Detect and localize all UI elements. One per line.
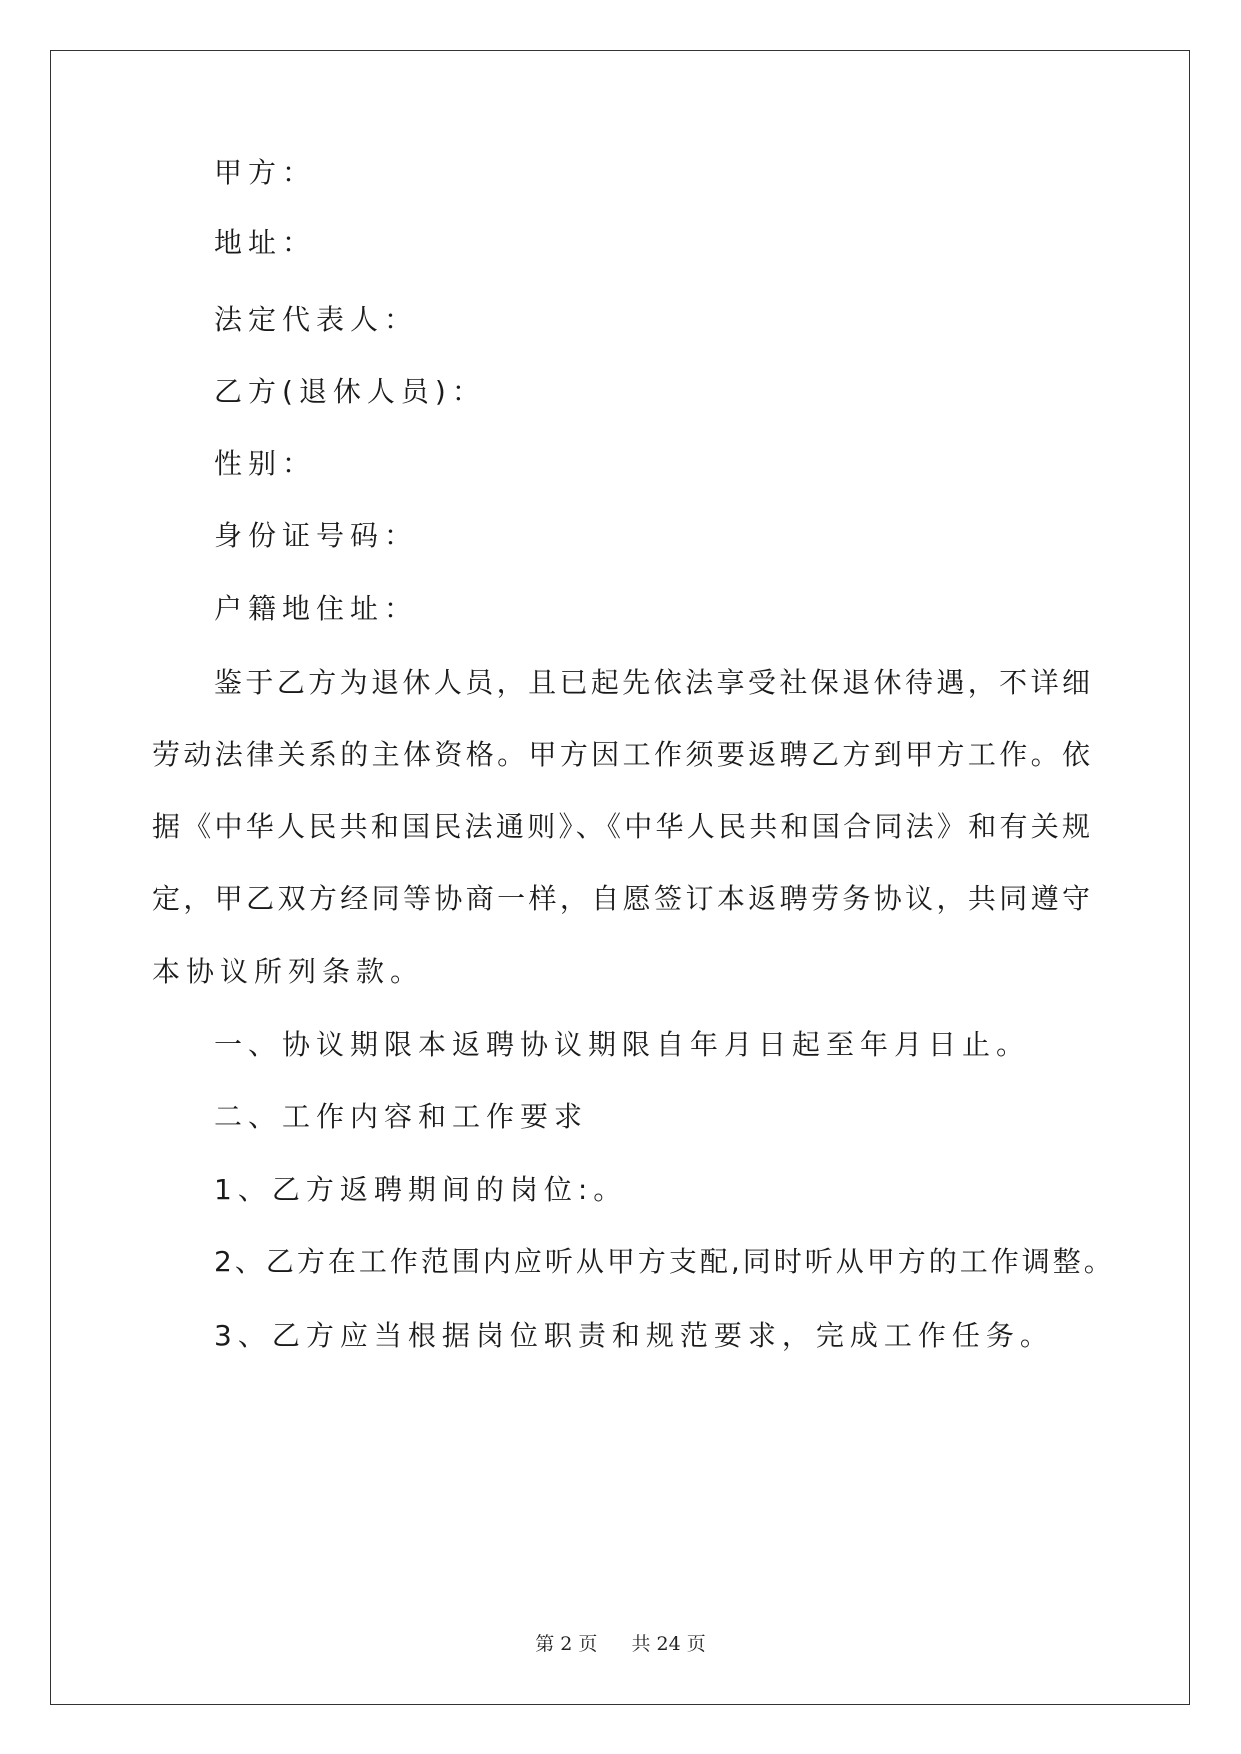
clause-work-heading: 二、工作内容和工作要求 [214,1100,589,1133]
total-pages: 共 24 页 [631,1633,706,1655]
id-number-field: 身份证号码： [214,519,419,552]
page-number: 第 2 页 [535,1633,598,1655]
preamble-line-3: 据《中华人民共和国民法通则》、《中华人民共和国合同法》和有关规 [152,810,1092,843]
clause-term: 一、协议期限本返聘协议期限自年月日起至年月日止。 [214,1028,1031,1061]
address-field: 地址： [214,226,317,259]
clause-item-2: 2、乙方在工作范围内应听从甲方支配,同时听从甲方的工作调整。 [214,1245,1115,1278]
clause-item-3: 3、乙方应当根据岗位职责和规范要求，完成工作任务。 [214,1319,1054,1352]
page-border [50,50,1190,1705]
preamble-line-4: 定，甲乙双方经同等协商一样，自愿签订本返聘劳务协议，共同遵守 [152,882,1092,915]
legal-representative-field: 法定代表人： [214,303,419,336]
preamble-line-5: 本协议所列条款。 [152,955,425,988]
preamble-line-1: 鉴于乙方为退休人员，且已起先依法享受社保退休待遇，不详细 [214,666,1092,699]
page-footer [0,1632,1241,1656]
party-a-field: 甲方： [214,156,317,189]
preamble-line-2: 劳动法律关系的主体资格。甲方因工作须要返聘乙方到甲方工作。依 [152,738,1092,771]
gender-field: 性别： [214,447,317,480]
household-address-field: 户籍地住址： [214,592,419,625]
clause-item-1: 1、乙方返聘期间的岗位:。 [214,1173,628,1206]
party-b-field: 乙方(退休人员)： [214,375,486,408]
